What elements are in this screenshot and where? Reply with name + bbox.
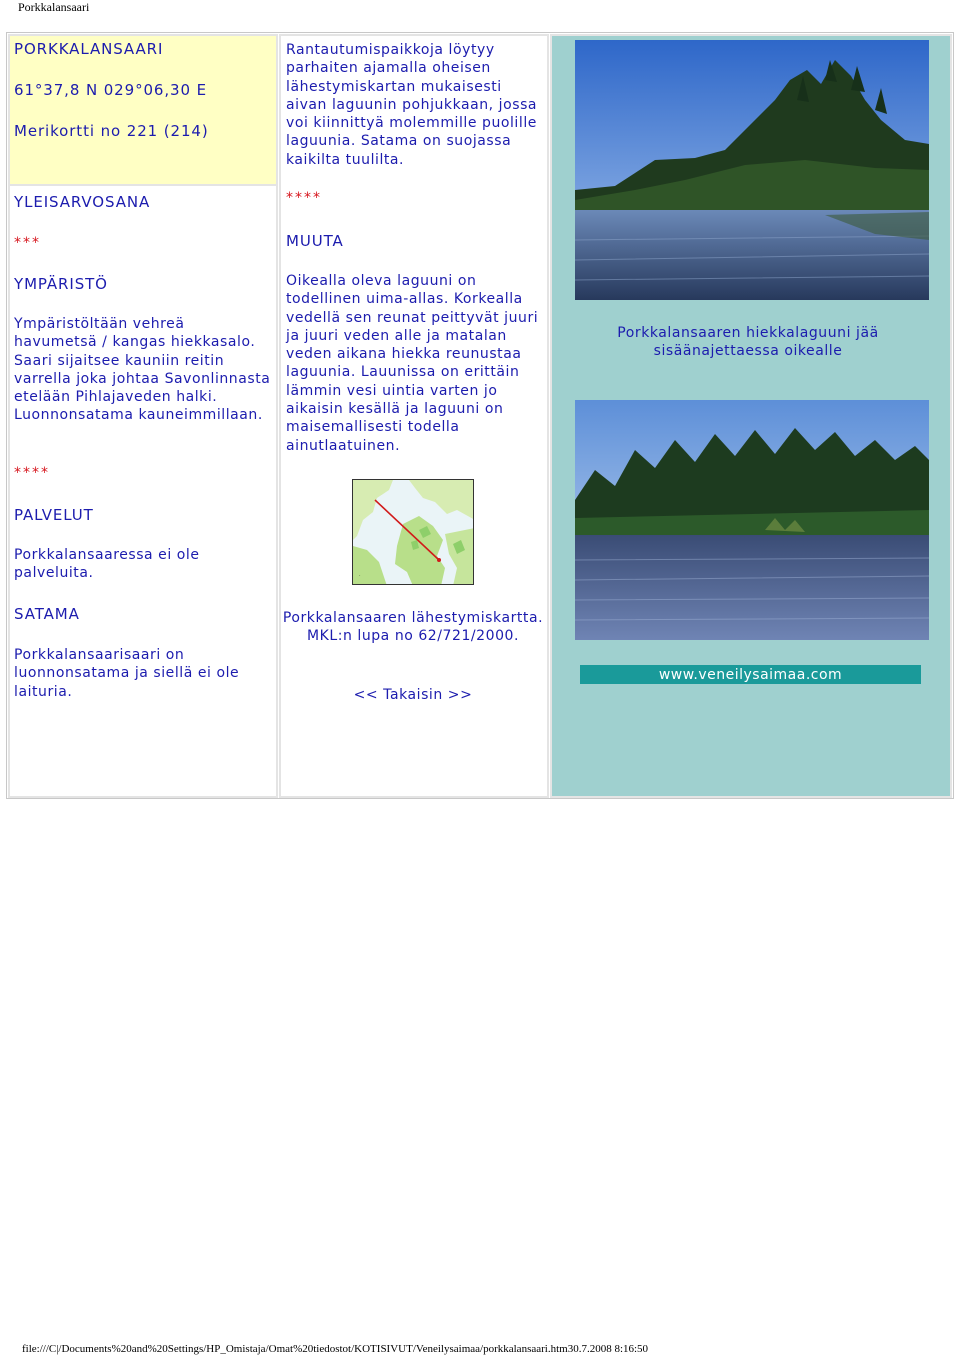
other-text-3: Lauunissa on erittäin lämmin vesi uintia varten jo aikaisin kesällä ja laguuni on maisemallisesti todella ainutlaatuinen. [286,364,520,454]
site-url-bar[interactable]: www.veneilysaimaa.com [580,665,921,684]
lagoon-photo-top [575,40,929,300]
lagoon-photo-bottom [575,400,929,640]
services-text: Porkkalansaaressa ei ole palveluita. [14,547,200,582]
overall-rating-stars: *** [14,235,41,251]
approach-text-2: Satama on suojassa kaikilta tuulilta. [286,133,512,168]
back-link[interactable]: << Takaisin >> [353,687,473,703]
print-header: Porkkalansaari [18,0,90,14]
harbour-stars: **** [286,190,322,206]
other-text-2: Korkealla vedellä sen reunat peittyvät juuri ja juuri veden alle ja matalan veden aikana hiekka reunustaa laguunia. [286,291,539,381]
svg-text:.: . [359,572,361,578]
environment-heading: YMPÄRISTÖ [14,275,108,293]
services-heading: PALVELUT [14,506,94,524]
print-footer: file:///C|/Documents%20and%20Settings/HP_Omistaja/Omat%20tiedostot/KOTISIVUT/Veneilysaimaa/porkkalansaari.htm30.7.2008 8:16:50 [22,1343,649,1355]
approach-map-image[interactable] [352,479,474,585]
approach-map-graphic [353,480,474,585]
overall-rating-heading: YLEISARVOSANA [14,193,151,211]
harbour-heading: SATAMA [14,605,80,623]
photo-caption: Porkkalansaaren hiekkalaguuni jää sisäänajettaessa oikealle [617,325,879,360]
environment-text [14,315,272,425]
other-text-1: Oikealla oleva laguuni on todellinen uima-allas. [286,273,477,308]
map-caption: Porkkalansaaren lähestymiskartta. MKL:n lupa no 62/721/2000. [282,610,544,645]
other-text [286,272,544,455]
environment-text-1: Ympäristöltään vehreä havumetsä / kangas hiekkasalo. [14,316,256,351]
environment-stars: **** [14,465,50,481]
lagoon-photo-bottom-image [575,400,929,640]
title-box [10,36,276,186]
coordinates: 61°37,8 N 029°06,30 E [14,81,207,99]
harbour-text: Porkkalansaarisaari on luonnonsatama ja siellä ei ole laituria. [14,647,240,700]
lagoon-photo-top-image [575,40,929,300]
environment-text-2: Saari sijaitsee kauniin reitin varrella joka johtaa Savonlinnasta etelään Pihlajaveden halki. Luonnonsatama kauneimmillaan. [14,352,271,424]
approach-text-1: Rantautumispaikkoja löytyy parhaiten ajamalla oheisen lähestymiskartan mukaisesti aivan laguunin pohjukkaan, jossa voi kiinnittyä molemmille puolille laguunia. [286,42,538,150]
approach-text [286,41,544,169]
other-heading: MUUTA [286,232,344,250]
nautical-chart-number: Merikortti no 221 (214) [14,122,209,140]
page-title: PORKKALANSAARI [14,40,164,58]
